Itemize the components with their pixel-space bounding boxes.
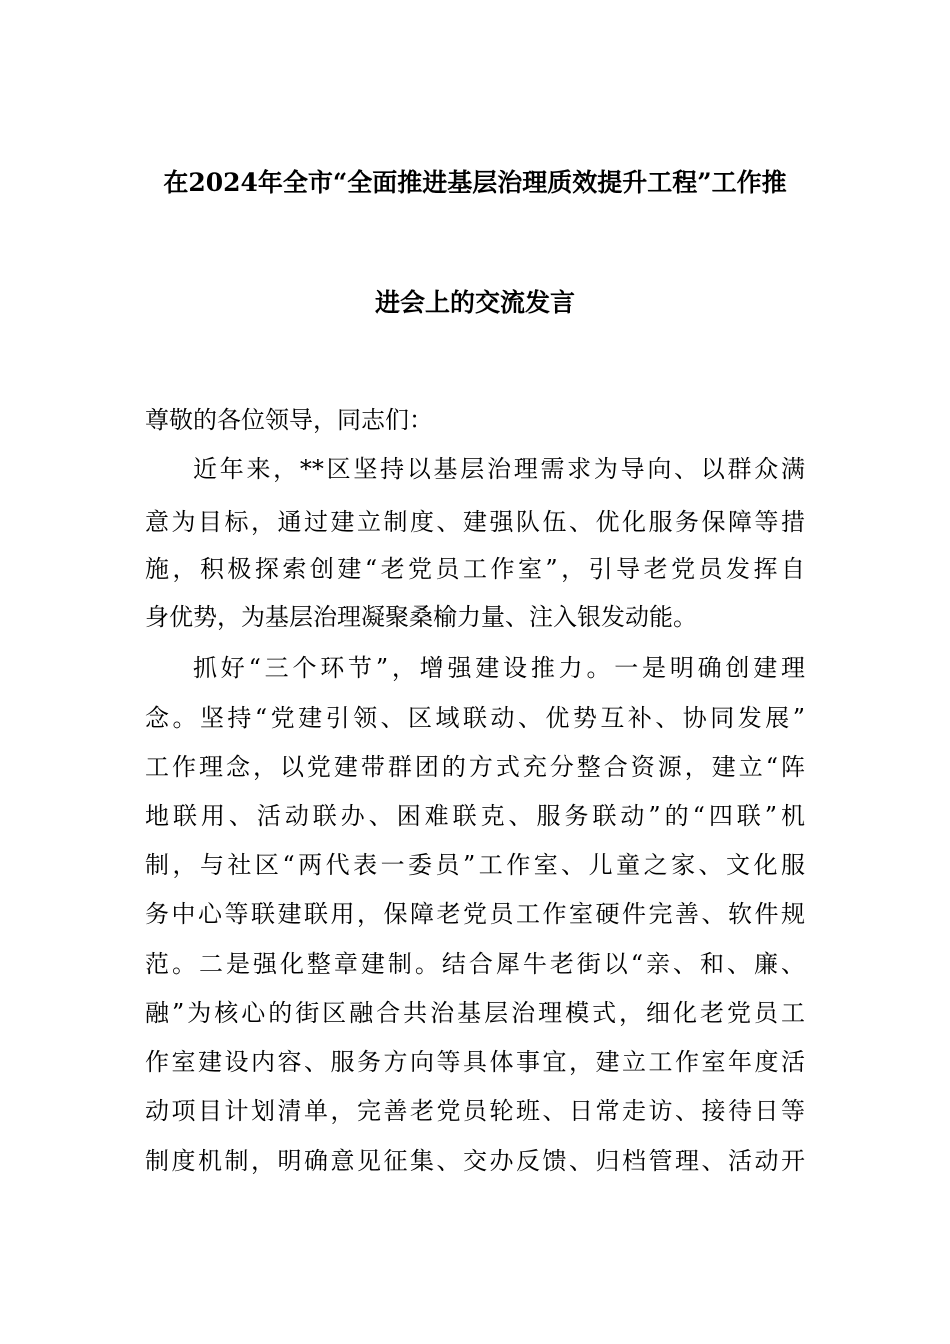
paragraph-2-line: 制度机制，明确意见征集、交办反馈、归档管理、活动开 [145, 1147, 805, 1175]
paragraph-1-line: 近年来，**区坚持以基层治理需求为导向、以群众满 [193, 455, 805, 483]
paragraph-2-line: 工作理念，以党建带群团的方式充分整合资源，建立“阵 [145, 753, 805, 781]
paragraph-2-line: 范。二是强化整章建制。结合犀牛老街以“亲、和、廉、 [145, 950, 805, 978]
paragraph-2-line: 制，与社区“两代表一委员”工作室、儿童之家、文化服 [145, 851, 805, 879]
paragraph-1-line: 意为目标，通过建立制度、建强队伍、优化服务保障等措 [145, 508, 805, 536]
paragraph-2-line: 地联用、活动联办、困难联克、服务联动”的“四联”机 [145, 802, 805, 830]
document-title-line-1: 在2024年全市“全面推进基层治理质效提升工程”工作推 [163, 168, 787, 197]
paragraph-1-line: 身优势，为基层治理凝聚桑榆力量、注入银发动能。 [145, 603, 697, 631]
paragraph-2-line: 务中心等联建联用，保障老党员工作室硬件完善、软件规 [145, 900, 805, 928]
document-title-line-2: 进会上的交流发言 [374, 288, 575, 317]
paragraph-2-line: 融”为核心的街区融合共治基层治理模式，细化老党员工 [145, 999, 805, 1027]
paragraph-2-line: 抓好“三个环节”，增强建设推力。一是明确创建理 [193, 654, 805, 682]
paragraph-2-line: 念。坚持“党建引领、区域联动、优势互补、协同发展” [145, 704, 805, 732]
salutation: 尊敬的各位领导，同志们： [145, 406, 433, 434]
paragraph-2-line: 动项目计划清单，完善老党员轮班、日常走访、接待日等 [145, 1097, 805, 1125]
paragraph-1-line: 施，积极探索创建“老党员工作室”，引导老党员发挥自 [145, 555, 805, 583]
paragraph-2-line: 作室建设内容、服务方向等具体事宜，建立工作室年度活 [145, 1048, 805, 1076]
